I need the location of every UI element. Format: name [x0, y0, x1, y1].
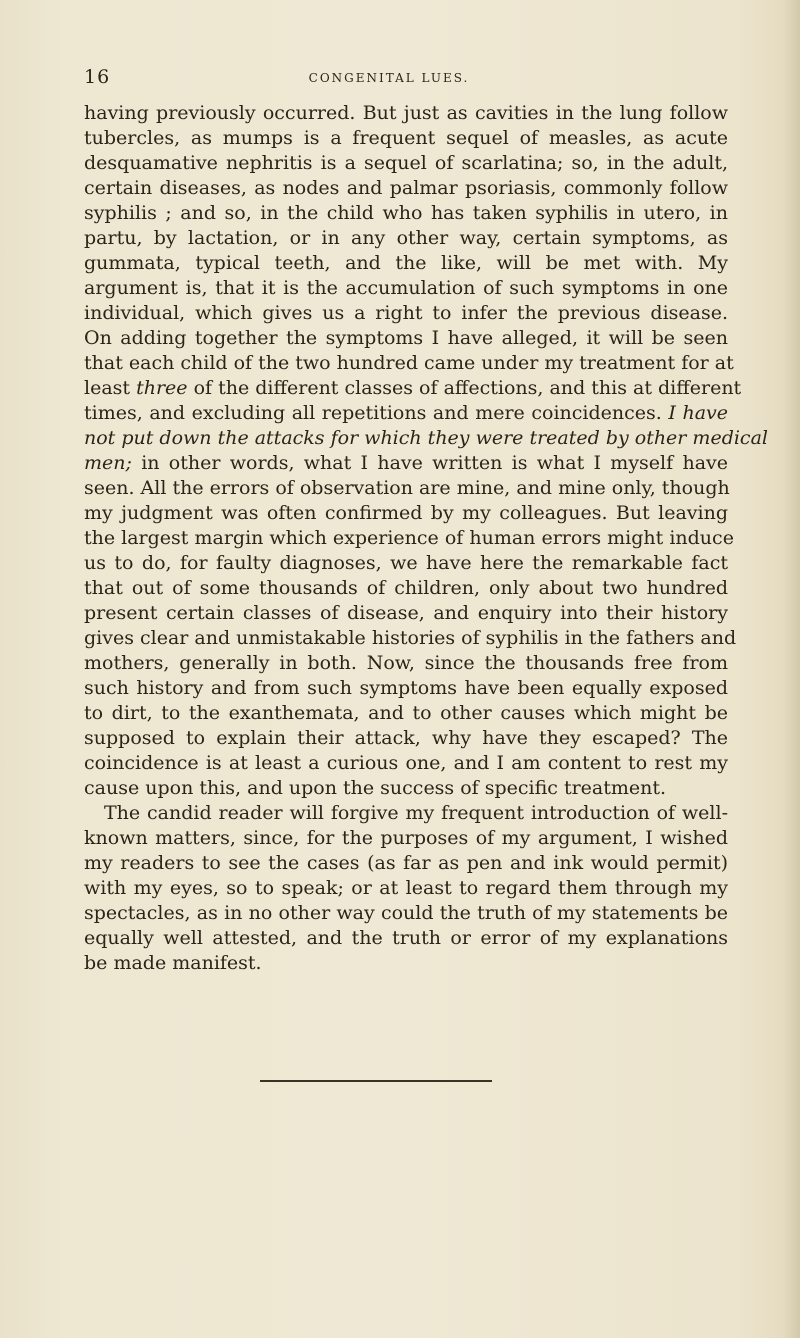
text-line: On adding together the symptoms I have alleged, it will be seen [84, 327, 728, 349]
text-line: argument is, that it is the accumulation of such symptoms in one [84, 277, 728, 299]
text-line: syphilis ; and so, in the child who has taken syphilis in utero, in [84, 202, 728, 224]
italic-emphasis: three [136, 377, 188, 399]
text-line: tubercles, as mumps is a frequent sequel of measles, as acute [84, 127, 728, 149]
text-run: least [84, 377, 131, 399]
text-run: in other words, what I have written is what I myself have [141, 452, 728, 474]
italic-emphasis: I have [668, 402, 729, 424]
text-line: individual, which gives us a right to infer the previous disease. [84, 302, 728, 324]
text-line: The candid reader will forgive my frequent introduction of well- [104, 802, 728, 824]
text-line-mixed [84, 401, 728, 426]
text-line: coincidence is at least a curious one, and I am content to rest my [84, 752, 728, 774]
italic-emphasis: men; [84, 452, 132, 474]
text-run: times, and excluding all repetitions and mere coincidences. [84, 402, 662, 424]
text-line: us to do, for faulty diagnoses, we have here the remarkable fact [84, 552, 728, 574]
text-line: the largest margin which experience of human errors might induce [84, 527, 734, 549]
page-edge-shadow [782, 0, 800, 1338]
text-line: having previously occurred. But just as cavities in the lung follow [84, 102, 728, 124]
text-line: such history and from such symptoms have been equally exposed [84, 677, 728, 699]
italic-text-line: not put down the attacks for which they were treated by other medical [84, 427, 768, 449]
text-line: known matters, since, for the purposes of my argument, I wished [84, 827, 728, 849]
text-line: that out of some thousands of children, only about two hundred [84, 577, 728, 599]
text-line: my readers to see the cases (as far as pen and ink would permit) [84, 852, 728, 874]
text-line-mixed [84, 376, 742, 401]
page-header [84, 66, 724, 90]
text-line: equally well attested, and the truth or error of my explanations [84, 927, 728, 949]
text-line: seen. All the errors of observation are mine, and mine only, though [84, 477, 730, 499]
text-line: present certain classes of disease, and enquiry into their history [84, 602, 728, 624]
text-line: gives clear and unmistakable histories of syphilis in the fathers and [84, 627, 737, 649]
text-line: my judgment was often confirmed by my colleagues. But leaving [84, 502, 728, 524]
text-line: partu, by lactation, or in any other way, certain symptoms, as [84, 227, 728, 249]
running-head: CONGENITAL LUES. [308, 71, 470, 85]
text-line-mixed [84, 451, 728, 476]
text-line: supposed to explain their attack, why have they escaped? The [84, 727, 728, 749]
text-line: mothers, generally in both. Now, since the thousands free from [84, 652, 728, 674]
text-line: certain diseases, as nodes and palmar psoriasis, commonly follow [84, 177, 728, 199]
section-divider-rule [260, 1080, 492, 1082]
text-run: of the different classes of affections, and this at different [193, 377, 742, 399]
body-text [84, 101, 768, 976]
page-number: 16 [84, 66, 111, 88]
text-line: desquamative nephritis is a sequel of scarlatina; so, in the adult, [84, 152, 728, 174]
text-line: cause upon this, and upon the success of specific treatment. [84, 777, 667, 799]
text-line: that each child of the two hundred came under my treatment for at [84, 352, 734, 374]
text-line: spectacles, as in no other way could the truth of my statements be [84, 902, 728, 924]
text-line: gummata, typical teeth, and the like, will be met with. My [84, 252, 728, 274]
text-line: be made manifest. [84, 952, 262, 974]
text-line: to dirt, to the exanthemata, and to other causes which might be [84, 702, 728, 724]
text-line: with my eyes, so to speak; or at least to regard them through my [84, 877, 728, 899]
